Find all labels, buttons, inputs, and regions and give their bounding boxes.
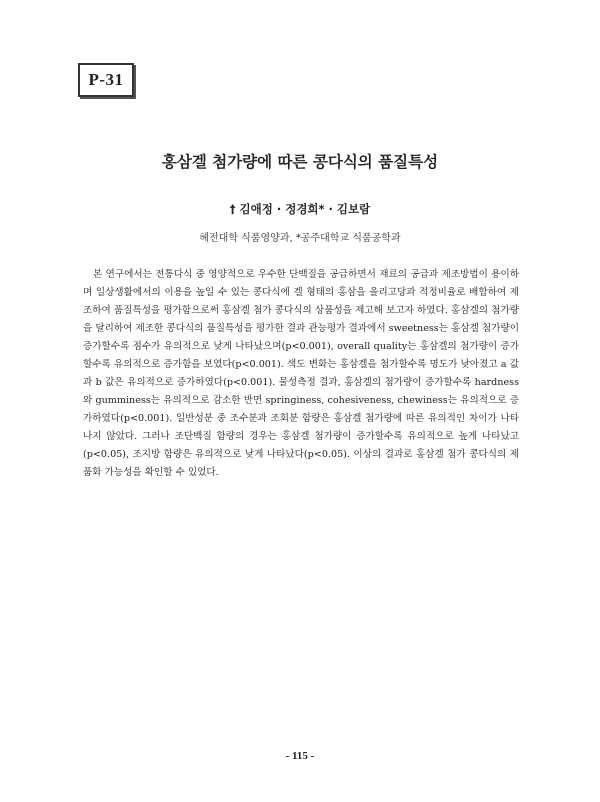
abstract-body: 본 연구에서는 전통다식 중 영양적으로 우수한 단백질을 공급하면서 재료의 공급과 제조방법이 용이하며 일상생활에서의 이용을 높일 수 있는 콩다식에 겔 형태의 홍삼을 올리고당과 적정비율로 배합하여 제조하여 품질특성을 평가함으로써 홍삼겔 첨가 콩다식의 상품성을 제고해 보고자 하였다. 홍삼겔의 첨가량을 달리하여 제조한 콩다식의 품질특성을 평가한 결과 관능평가 결과에서 sweetness는 홍삼겔 첨가량이 증가할수록 점수가 유의적으로 낮게 나타났으며(p<0.001), overall quality는 홍삼겔의 첨가량이 증가할수록 유의적으로 증가함을 보였다(p<0.001). 색도 변화는 홍삼겔을 첨가할수록 명도가 낮아졌고 a 값과 b 값은 유의적으로 증가하였다(p<0.001). 물성측정 결과, 홍삼겔의 첨가량이 증가할수록 hardness와 gumminess는 유의적으로 감소한 반면 springiness, cohesiveness, chewiness는 유의적으로 증가하였다(p<0.001). 일반성분 중 조수분과 조회분 함량은 홍삼겔 첨가량에 따른 유의적인 차이가 나타나지 않았다. 그러나 조단백질 함량의 경우는 홍삼겔 첨가량이 증가할수록 유의적으로 높게 나타났고(p<0.05), 조지방 함량은 유의적으로 낮게 나타났다(p<0.05). 이상의 결과로 홍삼겔 첨가 콩다식의 제품화 가능성을 확인할 수 있었다. [83,269,520,478]
paper-title: 홍삼겔 첨가량에 따른 콩다식의 품질특성 [161,153,439,171]
author-list: † 김애정 · 정경희* · 김보람 [229,202,371,216]
page-number: - 115 - [285,750,315,762]
affiliation: 혜전대학 식품영양과, *공주대학교 식품공학과 [199,233,401,244]
poster-code-badge: P-31 [78,63,134,97]
